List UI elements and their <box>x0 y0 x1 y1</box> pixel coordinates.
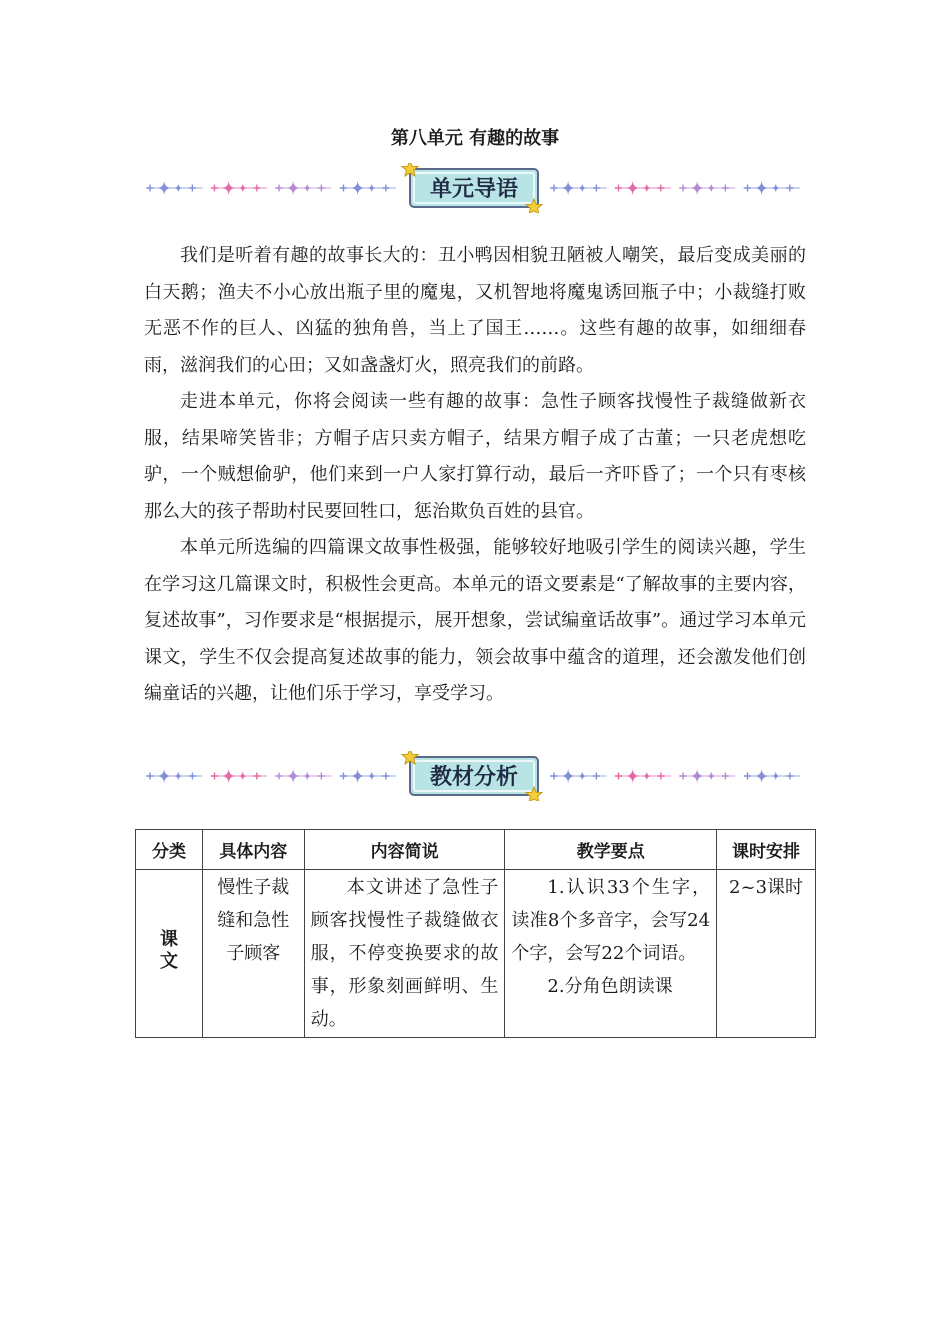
sparkle-cross-icon <box>147 773 154 780</box>
banner-label: 教材分析 <box>429 765 519 790</box>
sparkle-cross-icon <box>189 773 196 780</box>
sparkle-cross-icon <box>340 773 347 780</box>
cell-category: 课文 <box>136 870 203 1038</box>
sparkle-cross-icon <box>340 185 347 192</box>
cell-summary: 本文讲述了急性子顾客找慢性子裁缝做衣服，不停变换要求的故事，形象刻画鲜明、生动。 <box>304 870 505 1038</box>
intro-paragraph: 本单元所选编的四篇课文故事性极强，能够较好地吸引学生的阅读兴趣，学生在学习这几篇课文时，积极性会更高。本单元的语文要素是“了解故事的主要内容，复述故事”，习作要求是“根据提示，展开想象，尝试编童话故事”。通过学习本单元课文，学生不仅会提高复述故事的能力，领会故事中蕴含的道理，还会激发他们创编童话的兴趣，让他们乐于学习，享受学习。 <box>144 537 806 704</box>
unit-intro-banner <box>140 163 810 213</box>
sparkle-cross-icon <box>657 185 664 192</box>
material-analysis-table <box>135 829 816 1038</box>
material-analysis-banner <box>140 751 810 801</box>
sparkle-icon <box>577 771 587 781</box>
sparkle-cross-icon <box>593 185 600 192</box>
sparkle-cross-icon <box>382 773 389 780</box>
sparkle-icon <box>625 768 641 784</box>
sparkle-cross-icon <box>189 185 196 192</box>
intro-paragraph: 走进本单元，你将会阅读一些有趣的故事：急性子顾客找慢性子裁缝做新衣服，结果啼笑皆非；方帽子店只卖方帽子，结果方帽子成了古董；一只老虎想吃驴，一个贼想偷驴，他们来到一户人家打算行动，最后一齐吓昏了；一个只有枣核那么大的孩子帮助村民要回牲口，惩治欺负百姓的县官。 <box>144 391 806 522</box>
sparkle-icon <box>625 180 641 196</box>
sparkle-divider <box>140 163 810 213</box>
sparkle-icon <box>689 180 705 196</box>
sparkle-cross-icon <box>318 185 325 192</box>
sparkle-cross-icon <box>551 185 558 192</box>
sparkle-icon <box>238 771 248 781</box>
table-row <box>136 870 816 1038</box>
sparkle-icon <box>221 768 237 784</box>
sparkle-cross-icon <box>211 185 218 192</box>
sparkle-icon <box>771 183 781 193</box>
sparkle-icon <box>302 771 312 781</box>
sparkle-icon <box>173 771 183 781</box>
teaching-point: 1.认识33个生字，读准8个多音字，会写24个字，会写22个词语。 <box>511 877 711 964</box>
header-schedule: 课时安排 <box>717 830 816 870</box>
header-content: 具体内容 <box>202 830 304 870</box>
sparkle-cross-icon <box>744 773 751 780</box>
sparkle-icon <box>642 771 652 781</box>
sparkle-cross-icon <box>680 773 687 780</box>
sparkle-icon <box>350 180 366 196</box>
sparkle-cross-icon <box>657 773 664 780</box>
sparkle-cross-icon <box>253 773 260 780</box>
table-header-row <box>136 830 816 870</box>
header-teaching-points: 教学要点 <box>505 830 717 870</box>
sparkle-icon <box>302 183 312 193</box>
cell-content: 慢性子裁缝和急性子顾客 <box>202 870 304 1038</box>
sparkle-cross-icon <box>680 185 687 192</box>
sparkle-cross-icon <box>382 185 389 192</box>
sparkle-cross-icon <box>318 773 325 780</box>
sparkle-icon <box>642 183 652 193</box>
sparkle-cross-icon <box>786 773 793 780</box>
sparkle-icon <box>771 771 781 781</box>
sparkle-icon <box>754 768 770 784</box>
sparkle-icon <box>689 768 705 784</box>
sparkle-cross-icon <box>786 185 793 192</box>
header-summary: 内容简说 <box>304 830 505 870</box>
sparkle-cross-icon <box>722 185 729 192</box>
sparkle-icon <box>560 180 576 196</box>
sparkle-icon <box>706 771 716 781</box>
sparkle-icon <box>238 183 248 193</box>
sparkle-icon <box>560 768 576 784</box>
sparkle-cross-icon <box>722 773 729 780</box>
sparkle-icon <box>173 183 183 193</box>
sparkle-icon <box>367 183 377 193</box>
sparkle-cross-icon <box>276 185 283 192</box>
intro-paragraph: 我们是听着有趣的故事长大的：丑小鸭因相貌丑陋被人嘲笑，最后变成美丽的白天鹅；渔夫不小心放出瓶子里的魔鬼，又机智地将魔鬼诱回瓶子中；小裁缝打败无恶不作的巨人、凶猛的独角兽，当上了国王……。这些有趣的故事，如细细春雨，滋润我们的心田；又如盏盏灯火，照亮我们的前路。 <box>144 245 806 376</box>
header-category: 分类 <box>136 830 203 870</box>
sparkle-icon <box>367 771 377 781</box>
sparkle-divider <box>140 751 810 801</box>
banner-label: 单元导语 <box>429 177 519 202</box>
cell-schedule: 2~3课时 <box>717 870 816 1038</box>
sparkle-icon <box>221 180 237 196</box>
sparkle-cross-icon <box>276 773 283 780</box>
sparkle-icon <box>156 180 172 196</box>
sparkle-cross-icon <box>615 773 622 780</box>
cell-teaching-points <box>505 870 717 1038</box>
sparkle-cross-icon <box>615 185 622 192</box>
sparkle-icon <box>285 180 301 196</box>
sparkle-cross-icon <box>147 185 154 192</box>
sparkle-icon <box>754 180 770 196</box>
sparkle-icon <box>350 768 366 784</box>
sparkle-icon <box>577 183 587 193</box>
page-title: 第八单元 有趣的故事 <box>390 128 560 149</box>
sparkle-cross-icon <box>551 773 558 780</box>
sparkle-cross-icon <box>744 185 751 192</box>
sparkle-icon <box>706 183 716 193</box>
teaching-point: 2.分角色朗读课 <box>547 976 673 997</box>
sparkle-cross-icon <box>211 773 218 780</box>
sparkle-icon <box>156 768 172 784</box>
sparkle-cross-icon <box>593 773 600 780</box>
sparkle-cross-icon <box>253 185 260 192</box>
sparkle-icon <box>285 768 301 784</box>
